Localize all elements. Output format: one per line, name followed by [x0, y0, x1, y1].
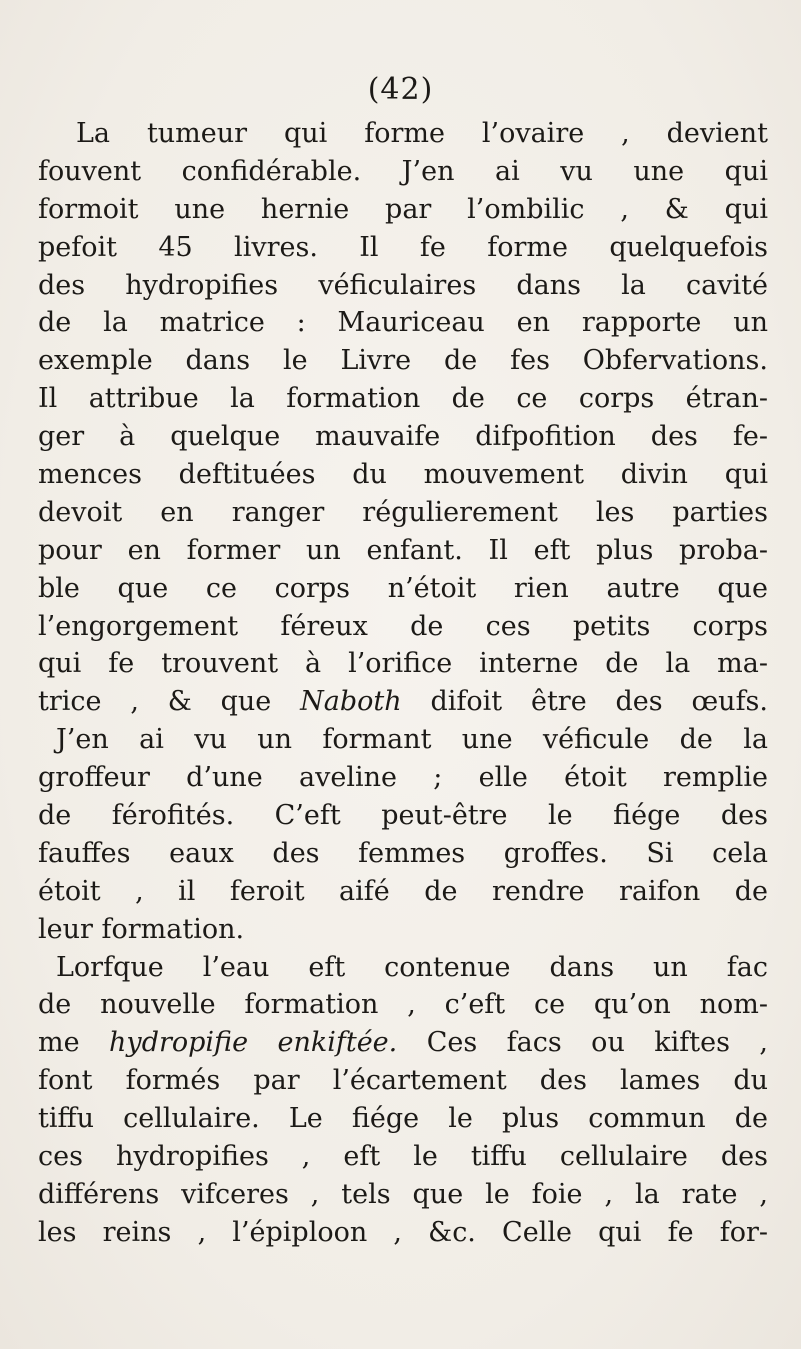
text-line: Lorfque l’eau eft contenue dans un fac [56, 951, 768, 983]
text-line: tiffu cellulaire. Le fiége le plus commun de [38, 1103, 768, 1135]
term-italic: hydropifie enkiftée. [109, 1027, 398, 1059]
text-line: devoit en ranger régulierement les parties [38, 496, 768, 528]
text-line: leur formation. [38, 913, 245, 945]
text-line: font formés par l’écartement des lames du [38, 1065, 768, 1097]
text-line: de nouvelle formation , c’eft ce qu’on nom- [38, 989, 768, 1021]
text-line: fouvent confidérable. J’en ai vu une qui [38, 155, 768, 187]
text-line: pefoit 45 livres. Il fe forme quelquefois [38, 231, 768, 263]
text-line: trice , & que Naboth difoit être des œufs. [38, 686, 768, 718]
text-line: exemple dans le Livre de fes Obfervations. [38, 345, 768, 377]
text-line: des hydropifies véficulaires dans la cavité [38, 269, 768, 301]
text-line: de la matrice : Mauriceau en rapporte un [38, 307, 768, 339]
page-number: (42) [367, 72, 434, 107]
text-line: l’engorgement féreux de ces petits corps [38, 610, 768, 642]
text-line: différens vifceres , tels que le foie , la rate , [38, 1178, 768, 1210]
text-line: qui fe trouvent à l’orifice interne de la ma- [38, 648, 768, 680]
text-line: fauffes eaux des femmes groffes. Si cela [38, 837, 768, 869]
text-line: pour en former un enfant. Il eft plus proba- [38, 534, 768, 566]
text-line: La tumeur qui forme l’ovaire , devient [76, 118, 768, 149]
body-text [38, 115, 768, 1252]
text-line: étoit , il feroit aifé de rendre raifon de [38, 875, 768, 907]
text-line: me hydropifie enkiftée. Ces facs ou kiftes , [38, 1027, 768, 1059]
text-line: de férofités. C’eft peut-être le fiége des [38, 800, 768, 832]
text-line: ces hydropifies , eft le tiffu cellulaire des [38, 1141, 768, 1173]
text-line: ble que ce corps n’étoit rien autre que [38, 572, 768, 604]
author-name: Naboth [300, 686, 402, 718]
text-line: ger à quelque mauvaife difpofition des fe- [38, 421, 768, 453]
text-line: formoit une hernie par l’ombilic , & qui [38, 193, 768, 225]
text-line: Il attribue la formation de ce corps étran- [38, 383, 768, 415]
text-line: groffeur d’une aveline ; elle étoit remplie [38, 762, 768, 794]
text-line: mences deftituées du mouvement divin qui [38, 459, 768, 491]
text-line: J’en ai vu un formant une véficule de la [56, 724, 768, 756]
text-line: les reins , l’épiploon , &c. Celle qui fe for- [38, 1216, 768, 1248]
